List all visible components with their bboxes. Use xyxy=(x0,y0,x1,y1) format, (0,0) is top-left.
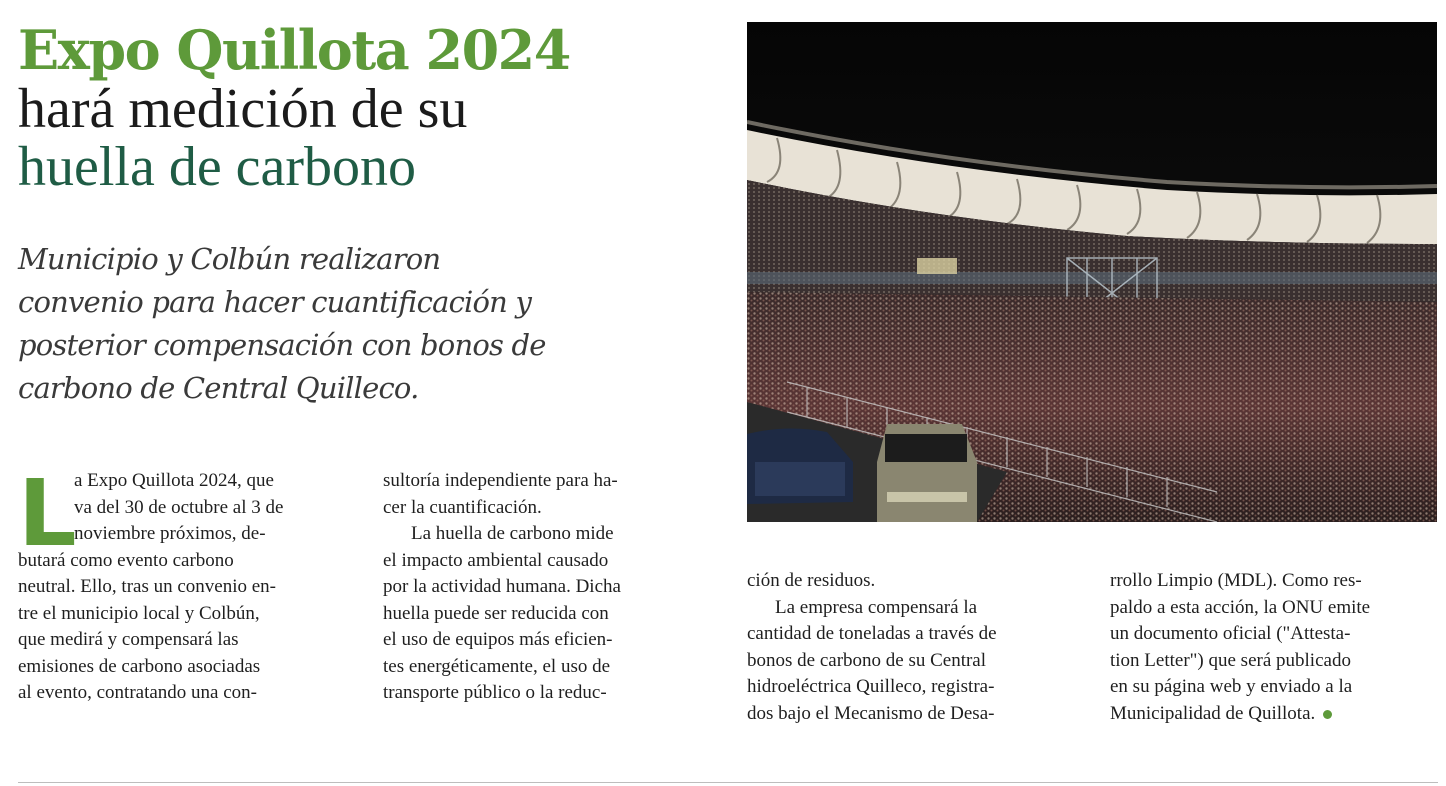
headline-line-1: Expo Quillota 2024 xyxy=(18,18,570,82)
body-line: noviembre próximos, de- xyxy=(74,523,266,544)
stadium-concert-photo xyxy=(747,22,1437,522)
body-line: ción de residuos. xyxy=(747,570,876,591)
body-line: paldo a esta acción, la ONU emite xyxy=(1110,596,1371,618)
body-line: al evento, contratando una con- xyxy=(18,682,257,703)
body-column-3 xyxy=(747,568,1077,727)
body-line: rrollo Limpio (MDL). Como res- xyxy=(1110,570,1362,591)
body-column-1 xyxy=(18,460,348,707)
body-line: neutral. Ello, tras un convenio en- xyxy=(18,576,277,597)
body-line: tes energéticamente, el uso de xyxy=(383,655,611,677)
subtitle-line: posterior compensación con bonos de xyxy=(18,328,546,362)
body-line: cantidad de toneladas a través de xyxy=(747,623,997,644)
body-line: por la actividad humana. Dicha xyxy=(383,576,621,597)
bottom-rule xyxy=(18,782,1438,783)
body-line: a Expo Quillota 2024, que xyxy=(74,470,274,491)
body-line: hidroeléctrica Quilleco, registra- xyxy=(747,676,995,697)
body-line-text: Municipalidad de Quillota. xyxy=(1110,702,1316,724)
body-line: La huella de carbono mide xyxy=(411,523,614,544)
body-line: tion Letter") que será publicado xyxy=(1110,649,1351,671)
body-line: tre el municipio local y Colbún, xyxy=(18,602,260,624)
body-line: cer la cuantificación. xyxy=(383,496,542,518)
body-line: el impacto ambiental causado xyxy=(383,549,609,571)
body-column-4 xyxy=(1110,568,1440,727)
headline-line-2: hará medición de su xyxy=(18,78,468,140)
dropcap-letter: L xyxy=(18,460,77,567)
body-line: bonos de carbono de su Central xyxy=(747,649,987,671)
subtitle-line: carbono de Central Quilleco. xyxy=(18,371,419,405)
body-line: el uso de equipos más eficien- xyxy=(383,629,613,650)
body-line: La empresa compensará la xyxy=(775,596,978,618)
body-line: en su página web y enviado a la xyxy=(1110,676,1353,697)
body-line: huella puede ser reducida con xyxy=(383,602,609,624)
end-of-article-dot-icon xyxy=(1323,710,1332,719)
body-line: va del 30 de octubre al 3 de xyxy=(74,496,284,518)
body-line: transporte público o la reduc- xyxy=(383,682,607,703)
subtitle-line: convenio para hacer cuantificación y xyxy=(18,285,532,319)
body-line: que medirá y compensará las xyxy=(18,629,239,650)
headline xyxy=(18,20,738,196)
body-line: butará como evento carbono xyxy=(18,549,234,571)
body-line-last xyxy=(1110,701,1440,728)
subtitle xyxy=(18,238,728,410)
body-line: un documento oficial ("Attesta- xyxy=(1110,623,1351,644)
stadium-photo-illustration xyxy=(747,22,1437,522)
body-line: dos bajo el Mecanismo de Desa- xyxy=(747,702,995,724)
subtitle-line: Municipio y Colbún realizaron xyxy=(18,242,441,276)
headline-line-3: huella de carbono xyxy=(18,136,417,198)
body-column-2 xyxy=(383,468,713,707)
body-line: sultoría independiente para ha- xyxy=(383,470,618,491)
body-line: emisiones de carbono asociadas xyxy=(18,655,261,677)
